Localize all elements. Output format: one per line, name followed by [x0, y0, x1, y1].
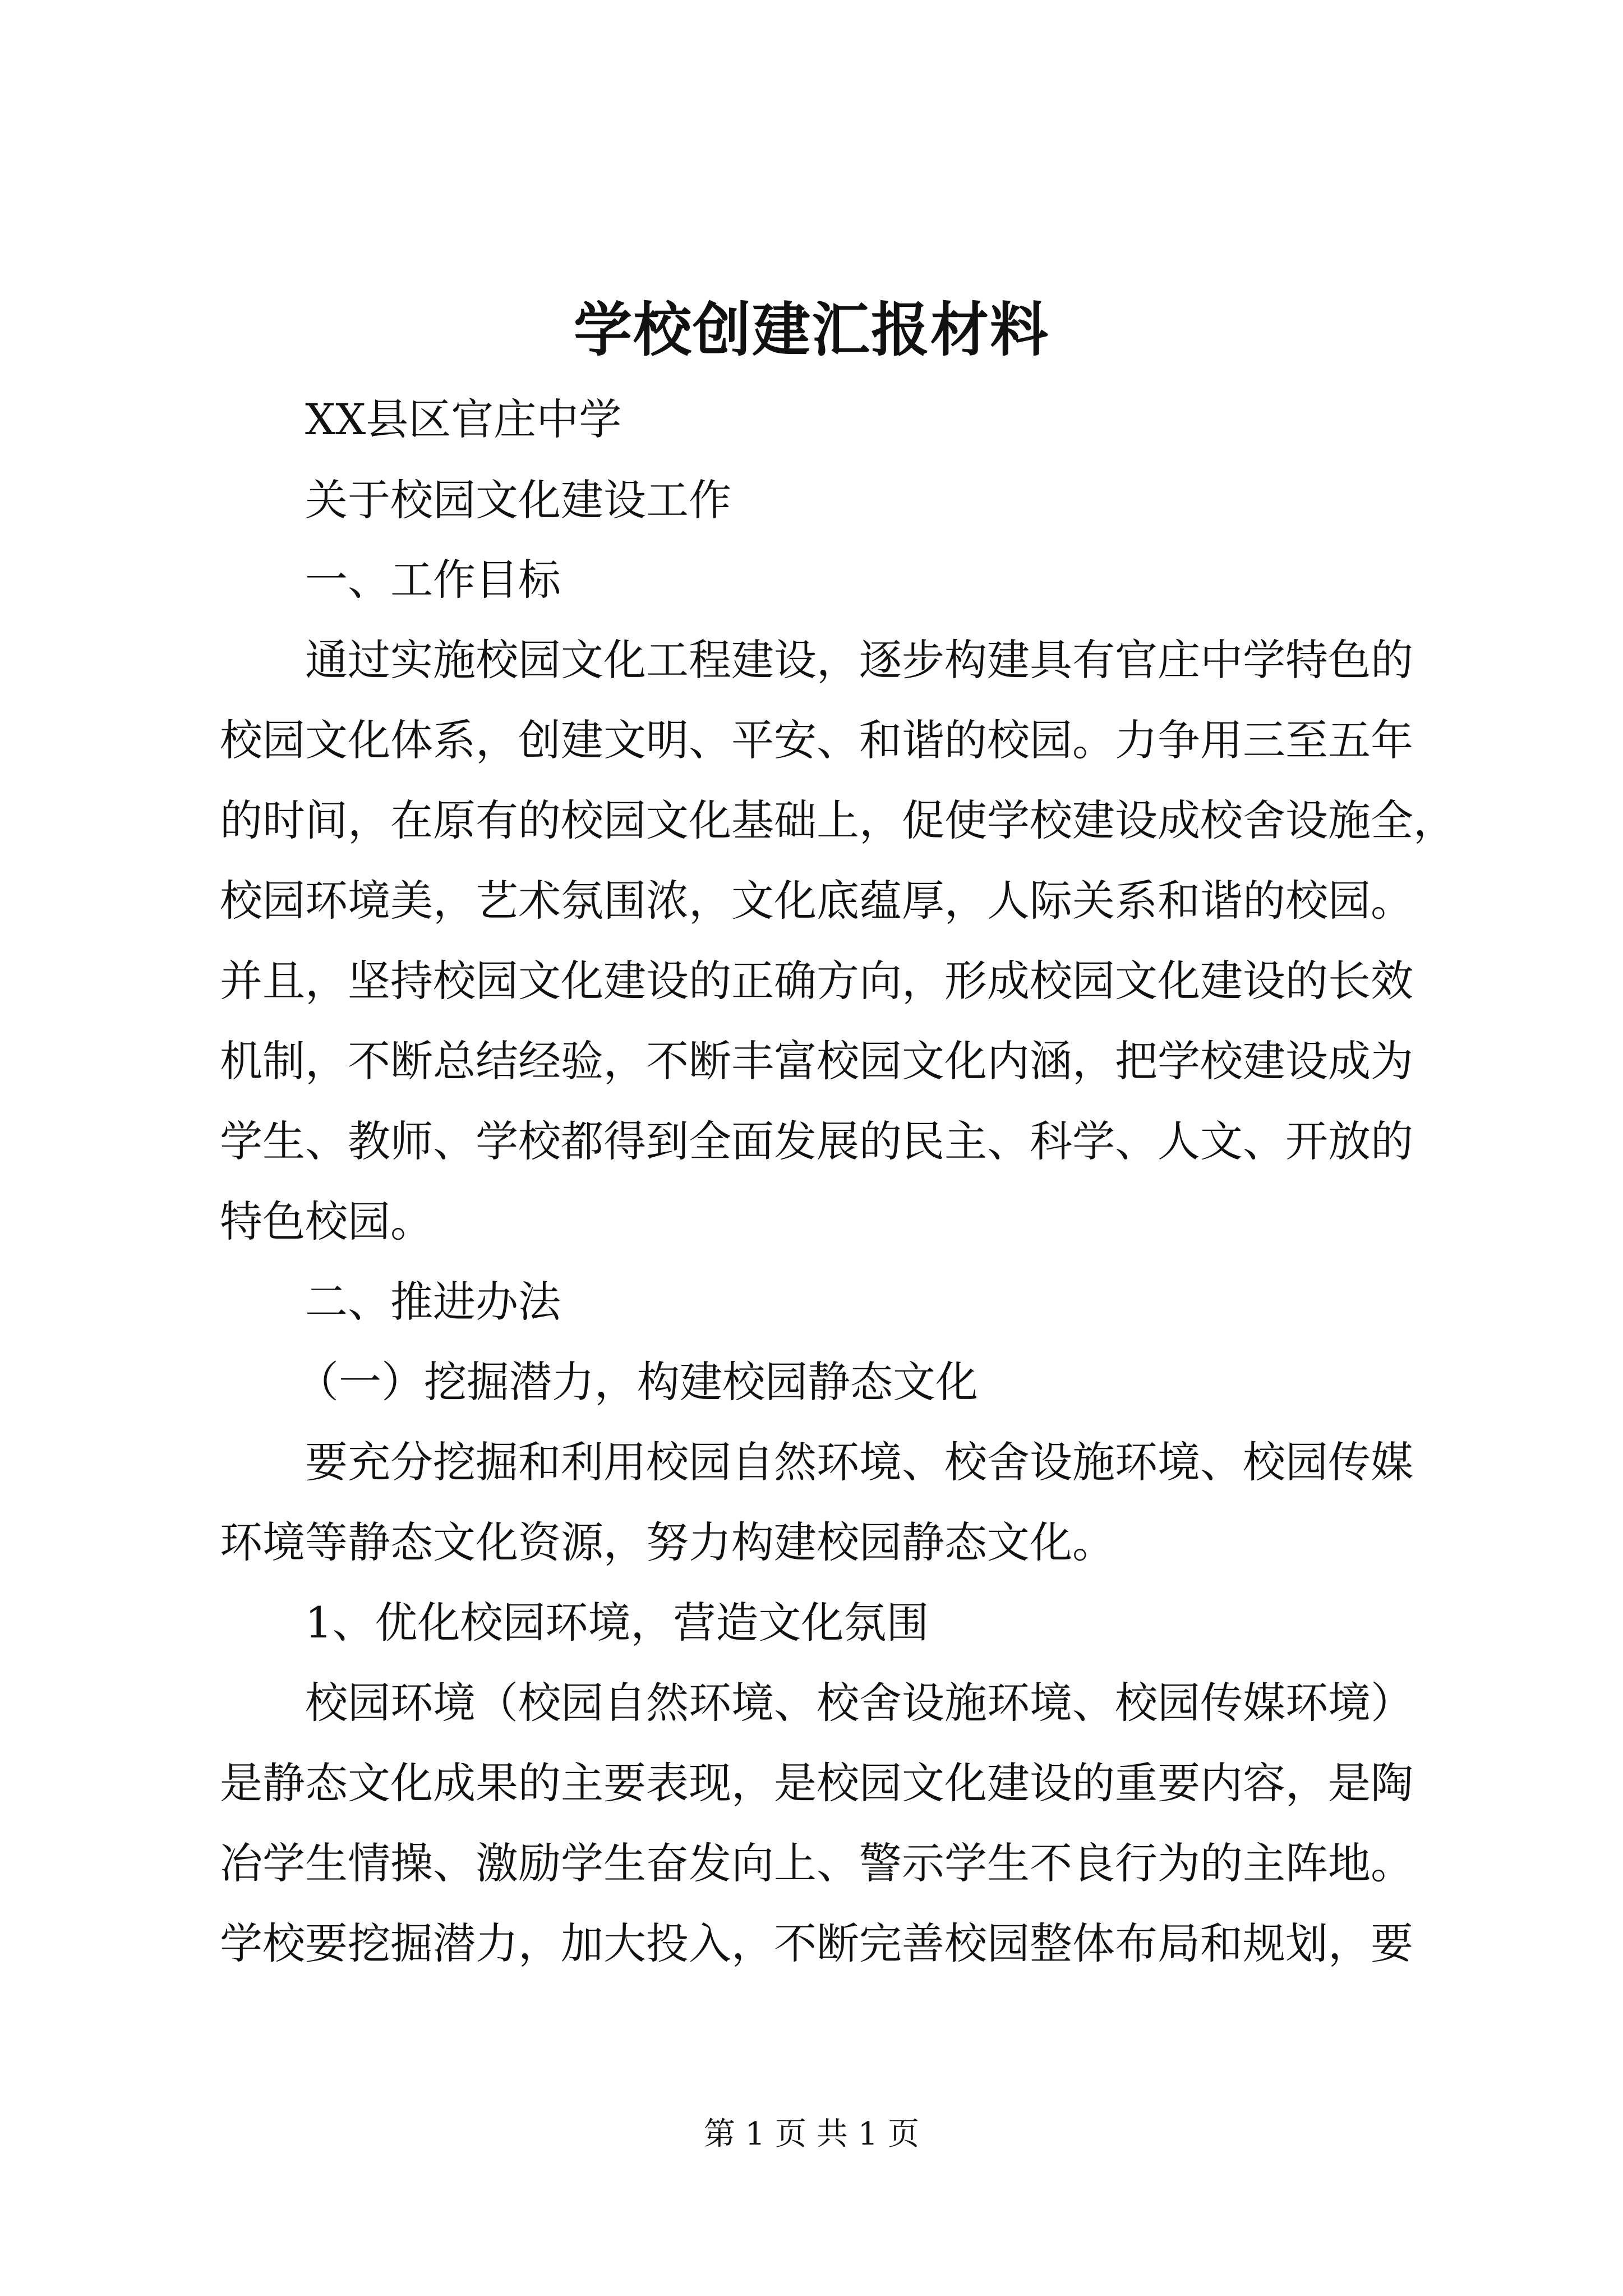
school-name-line: XX县区官庄中学: [305, 394, 622, 444]
section-heading-goals: 一、工作目标: [305, 555, 561, 605]
paragraph-line: 的时间，在原有的校园文化基础上，促使学校建设成校舍设施全，: [220, 795, 1456, 845]
paragraph-line: 并且，坚持校园文化建设的正确方向，形成校园文化建设的长效: [220, 956, 1413, 1006]
subject-line: 关于校园文化建设工作: [305, 475, 731, 525]
paragraph-line: 要充分挖掘和利用校园自然环境、校舍设施环境、校园传媒: [305, 1437, 1413, 1487]
paragraph-line: 环境等静态文化资源，努力构建校园静态文化。: [220, 1517, 1115, 1567]
paragraph-line: 是静态文化成果的主要表现，是校园文化建设的重要内容，是陶: [220, 1758, 1413, 1808]
paragraph-line: 学生、教师、学校都得到全面发展的民主、科学、人文、开放的: [220, 1116, 1413, 1166]
paragraph-line: 学校要挖掘潜力，加大投入，不断完善校园整体布局和规划，要: [220, 1918, 1413, 1968]
document-title: 学校创建汇报材料: [573, 295, 1049, 364]
subsection-heading: （一）挖掘潜力，构建校园静态文化: [296, 1357, 978, 1407]
paragraph-line: 校园环境（校园自然环境、校舍设施环境、校园传媒环境）: [305, 1678, 1413, 1728]
section-heading-methods: 二、推进办法: [305, 1277, 561, 1327]
paragraph-line: 通过实施校园文化工程建设，逐步构建具有官庄中学特色的: [305, 635, 1413, 685]
paragraph-line: 校园文化体系，创建文明、平安、和谐的校园。力争用三至五年: [220, 715, 1413, 765]
paragraph-line: 机制，不断总结经验，不断丰富校园文化内涵，把学校建设成为: [220, 1036, 1413, 1086]
paragraph-line: 冶学生情操、激励学生奋发向上、警示学生不良行为的主阵地。: [220, 1838, 1413, 1888]
paragraph-line: 特色校园。: [220, 1197, 433, 1246]
item-heading: 1、优化校园环境，营造文化氛围: [305, 1598, 929, 1648]
paragraph-line: 校园环境美，艺术氛围浓，文化底蕴厚，人际关系和谐的校园。: [220, 876, 1413, 926]
page-number-footer: 第 1 页 共 1 页: [703, 2116, 920, 2152]
